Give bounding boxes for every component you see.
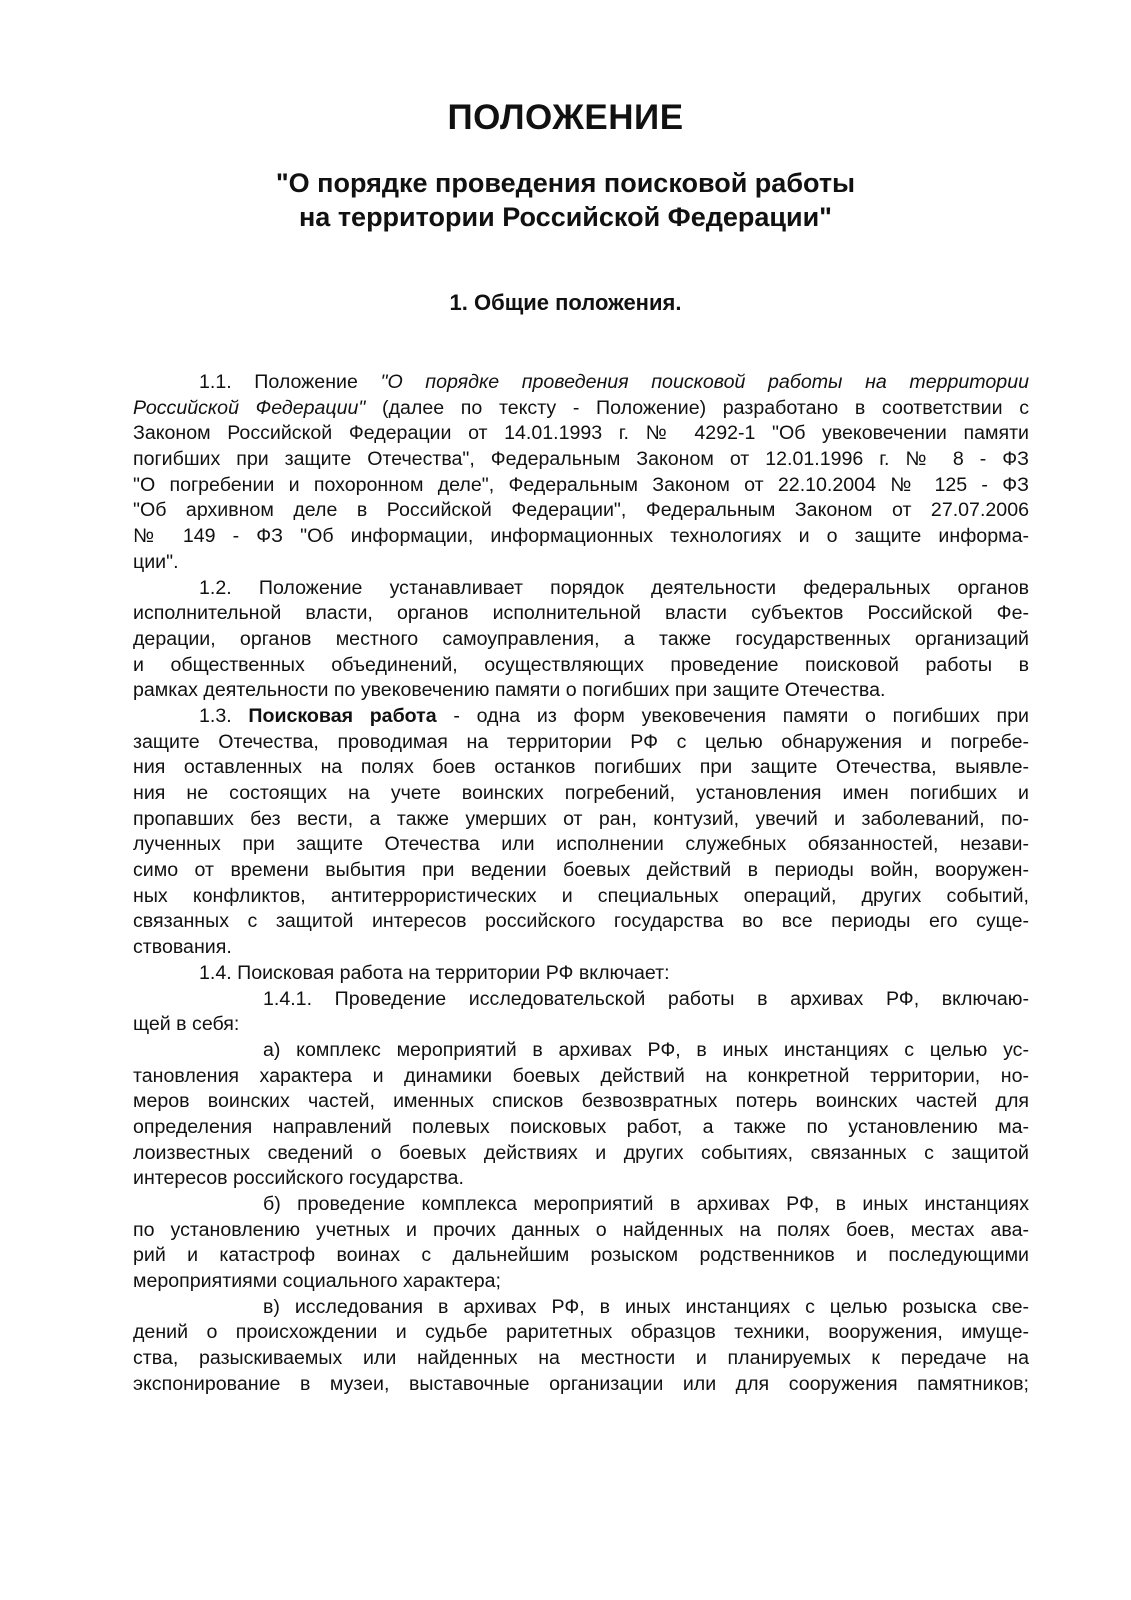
text-segment: симо от времени выбытия при ведении боевых действий в периоды войн, вооружен-	[133, 859, 1029, 882]
text-segment: лученных при защите Отечества или исполнении служебных обязанностей, незави-	[133, 833, 1029, 856]
text-segment: связанных с защитой интересов российского государства во все периоды его суще-	[133, 910, 1029, 933]
text-line	[133, 832, 1029, 858]
text-segment: "Об архивном деле в Российской Федерации", Федеральным Законом от 27.07.2006	[133, 499, 1029, 522]
text-segment: погибших при защите Отечества", Федеральным Законом от 12.01.1996 г. № 8 - ФЗ	[133, 448, 1029, 471]
subtitle-line: "О порядке проведения поисковой работы	[275, 168, 856, 198]
text-segment: тановления характера и динамики боевых действий на конкретной территории, но-	[133, 1064, 1029, 1087]
text-segment: ства, разыскиваемых или найденных на местности и планируемых к передаче на	[133, 1347, 1029, 1370]
text-segment: (далее по тексту - Положение) разработано в соответствии с	[365, 396, 1029, 419]
text-line	[133, 987, 1029, 1013]
subtitle-line: на территории Российской Федерации"	[299, 202, 832, 232]
text-line	[133, 1372, 1029, 1398]
text-line	[133, 1192, 1029, 1218]
text-line	[133, 1346, 1029, 1372]
text-segment: дерации, органов местного самоуправления, а также государственных организаций	[133, 627, 1029, 650]
text-line	[133, 1064, 1029, 1090]
text-line	[133, 704, 1029, 730]
text-line	[133, 601, 1029, 627]
text-line	[133, 498, 1029, 524]
text-segment: интересов российского государства.	[133, 1167, 464, 1190]
text-segment: мероприятиями социального характера;	[133, 1270, 501, 1293]
text-line	[133, 447, 1029, 473]
text-segment: "О погребении и похоронном деле", Федеральным Законом от 22.10.2004 № 125 - ФЗ	[133, 473, 1029, 496]
text-segment: а) комплекс мероприятий в архивах РФ, в иных инстанциях с целью ус-	[263, 1038, 1029, 1061]
section-heading: 1. Общие положения.	[449, 290, 682, 315]
text-segment: 1.2. Положение устанавливает порядок деятельности федеральных органов	[199, 576, 1029, 599]
text-line	[133, 1089, 1029, 1115]
text-segment: б) проведение комплекса мероприятий в архивах РФ, в иных инстанциях	[263, 1193, 1029, 1215]
italic-citation: "О порядке проведения поисковой работы на территории	[380, 371, 1029, 393]
text-line	[133, 1243, 1029, 1269]
text-line	[133, 396, 1029, 422]
text-line	[133, 1269, 1029, 1295]
text-line	[133, 1141, 1029, 1167]
text-segment: по установлению учетных и прочих данных о найденных на полях боев, местах ава-	[133, 1218, 1029, 1241]
text-line	[133, 1166, 1029, 1192]
text-segment: 1.1. Положение	[199, 371, 381, 393]
text-line	[133, 1038, 1029, 1064]
text-line	[133, 524, 1029, 550]
document-body	[133, 370, 1029, 1398]
text-line	[133, 1012, 1029, 1038]
text-line	[133, 1115, 1029, 1141]
text-line	[133, 550, 1029, 576]
text-segment: меров воинских частей, именных списков безвозвратных потерь воинских частей для	[133, 1090, 1029, 1113]
text-segment: 1.4. Поисковая работа на территории РФ включает:	[199, 961, 670, 984]
text-line	[133, 421, 1029, 447]
text-line	[133, 1218, 1029, 1244]
text-line	[133, 473, 1029, 499]
text-line	[133, 730, 1029, 756]
text-segment: исполнительной власти, органов исполнительной власти субъектов Российской Фе-	[133, 602, 1029, 625]
text-line	[133, 1320, 1029, 1346]
text-segment: лоизвестных сведений о боевых действиях и других событиях, связанных с защитой	[133, 1141, 1029, 1164]
text-line	[133, 961, 1029, 987]
text-segment: ствования.	[133, 936, 232, 959]
text-segment: 1.4.1. Проведение исследовательской работы в архивах РФ, включаю-	[263, 987, 1029, 1010]
text-line	[133, 781, 1029, 807]
text-segment: - одна из форм увековечения памяти о погибших при	[436, 704, 1029, 727]
text-line	[133, 1295, 1029, 1321]
text-line	[133, 935, 1029, 961]
text-segment: щей в себя:	[133, 1013, 240, 1036]
text-segment: пропавших без вести, а также умерших от ран, контузий, увечий и заболеваний, по-	[133, 807, 1029, 830]
text-segment: рий и катастроф воинах с дальнейшим розыском родственников и последующими	[133, 1244, 1029, 1267]
text-line	[133, 627, 1029, 653]
text-segment: ных конфликтов, антитеррористических и специальных операций, других событий,	[133, 884, 1029, 907]
text-segment: 1.3.	[199, 704, 249, 727]
text-segment: защите Отечества, проводимая на территории РФ с целью обнаружения и погребе-	[133, 730, 1029, 753]
text-line	[133, 576, 1029, 602]
text-segment: рамках деятельности по увековечению памяти о погибших при защите Отечества.	[133, 679, 886, 702]
text-segment: определения направлений полевых поисковых работ, а также по установлению ма-	[133, 1115, 1029, 1138]
text-line	[133, 755, 1029, 781]
text-line	[133, 370, 1029, 396]
document-subtitle	[0, 166, 1131, 234]
text-line	[133, 884, 1029, 910]
text-segment: в) исследования в архивах РФ, в иных инстанциях с целью розыска све-	[263, 1295, 1029, 1318]
text-line	[133, 909, 1029, 935]
italic-citation: Российской Федерации"	[133, 396, 366, 419]
text-line	[133, 858, 1029, 884]
document-title: ПОЛОЖЕНИЕ	[447, 98, 684, 137]
text-segment: ния не состоящих на учете воинских погребений, установления имен погибших и	[133, 782, 1029, 804]
text-segment: ции".	[133, 550, 179, 573]
text-segment: экспонирование в музеи, выставочные организации или для сооружения памятников;	[133, 1372, 1029, 1395]
text-line	[133, 807, 1029, 833]
text-segment: ния оставленных на полях боев останков погибших при защите Отечества, выявле-	[133, 756, 1029, 779]
text-line	[133, 678, 1029, 704]
text-segment: дений о происхождении и судьбе раритетных образцов техники, вооружения, имуще-	[133, 1321, 1029, 1344]
text-line	[133, 653, 1029, 679]
text-segment: Законом Российской Федерации от 14.01.1993 г. № 4292-1 "Об увековечении памяти	[133, 422, 1029, 445]
text-segment: № 149 - ФЗ "Об информации, информационных технологиях и о защите информа-	[133, 525, 1029, 548]
text-segment: и общественных объединений, осуществляющих проведение поисковой работы в	[133, 653, 1029, 676]
bold-term: Поисковая работа	[248, 704, 437, 727]
